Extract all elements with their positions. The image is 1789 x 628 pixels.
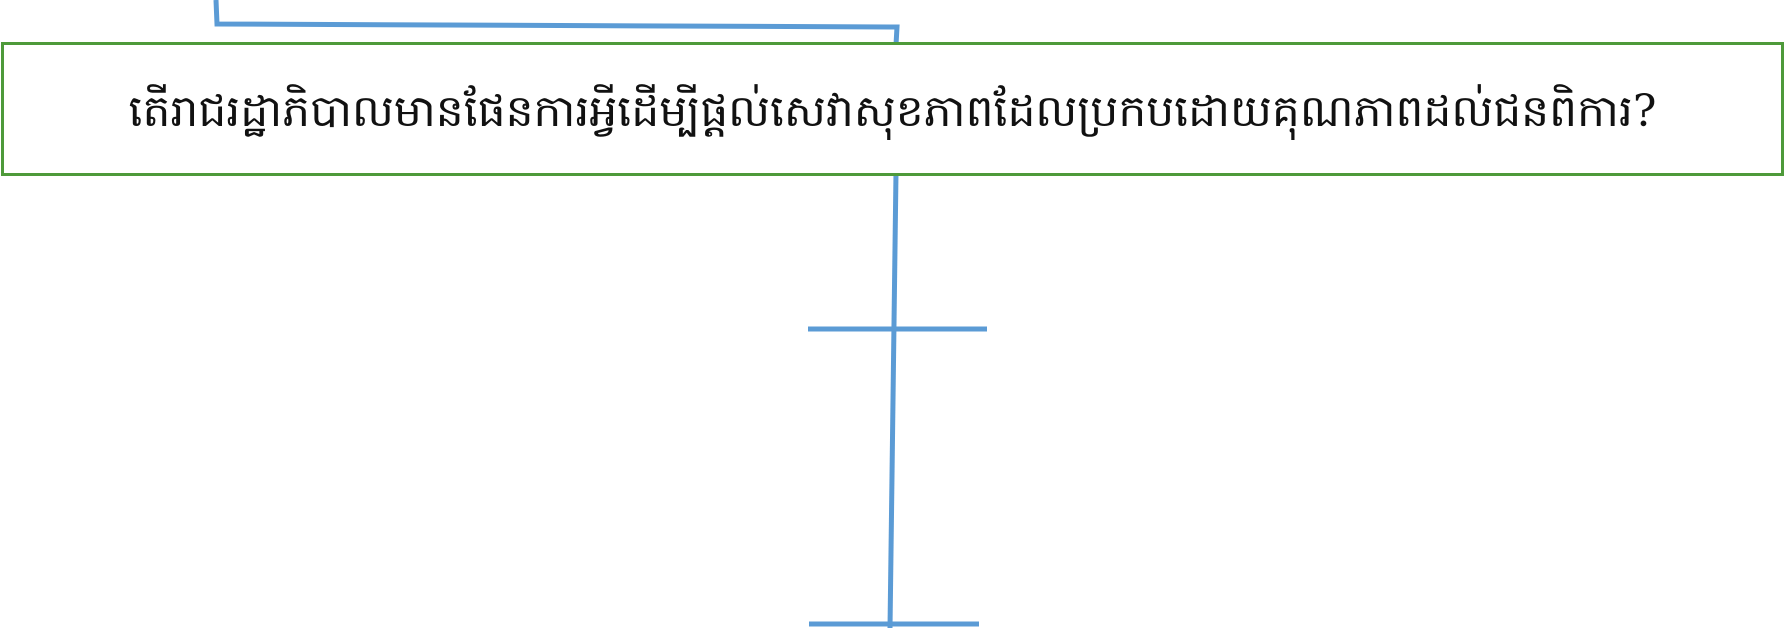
parent-connector [216, 0, 897, 45]
trunk-line [890, 172, 896, 628]
question-text: តើរាជរដ្ឋាភិបាលមានផែនការអ្វីដើម្បីផ្តល់សេវាសុខភាពដែលប្រកបដោយគុណភាពដល់ជនពិការ? [128, 86, 1657, 137]
question-node [1, 42, 1784, 176]
